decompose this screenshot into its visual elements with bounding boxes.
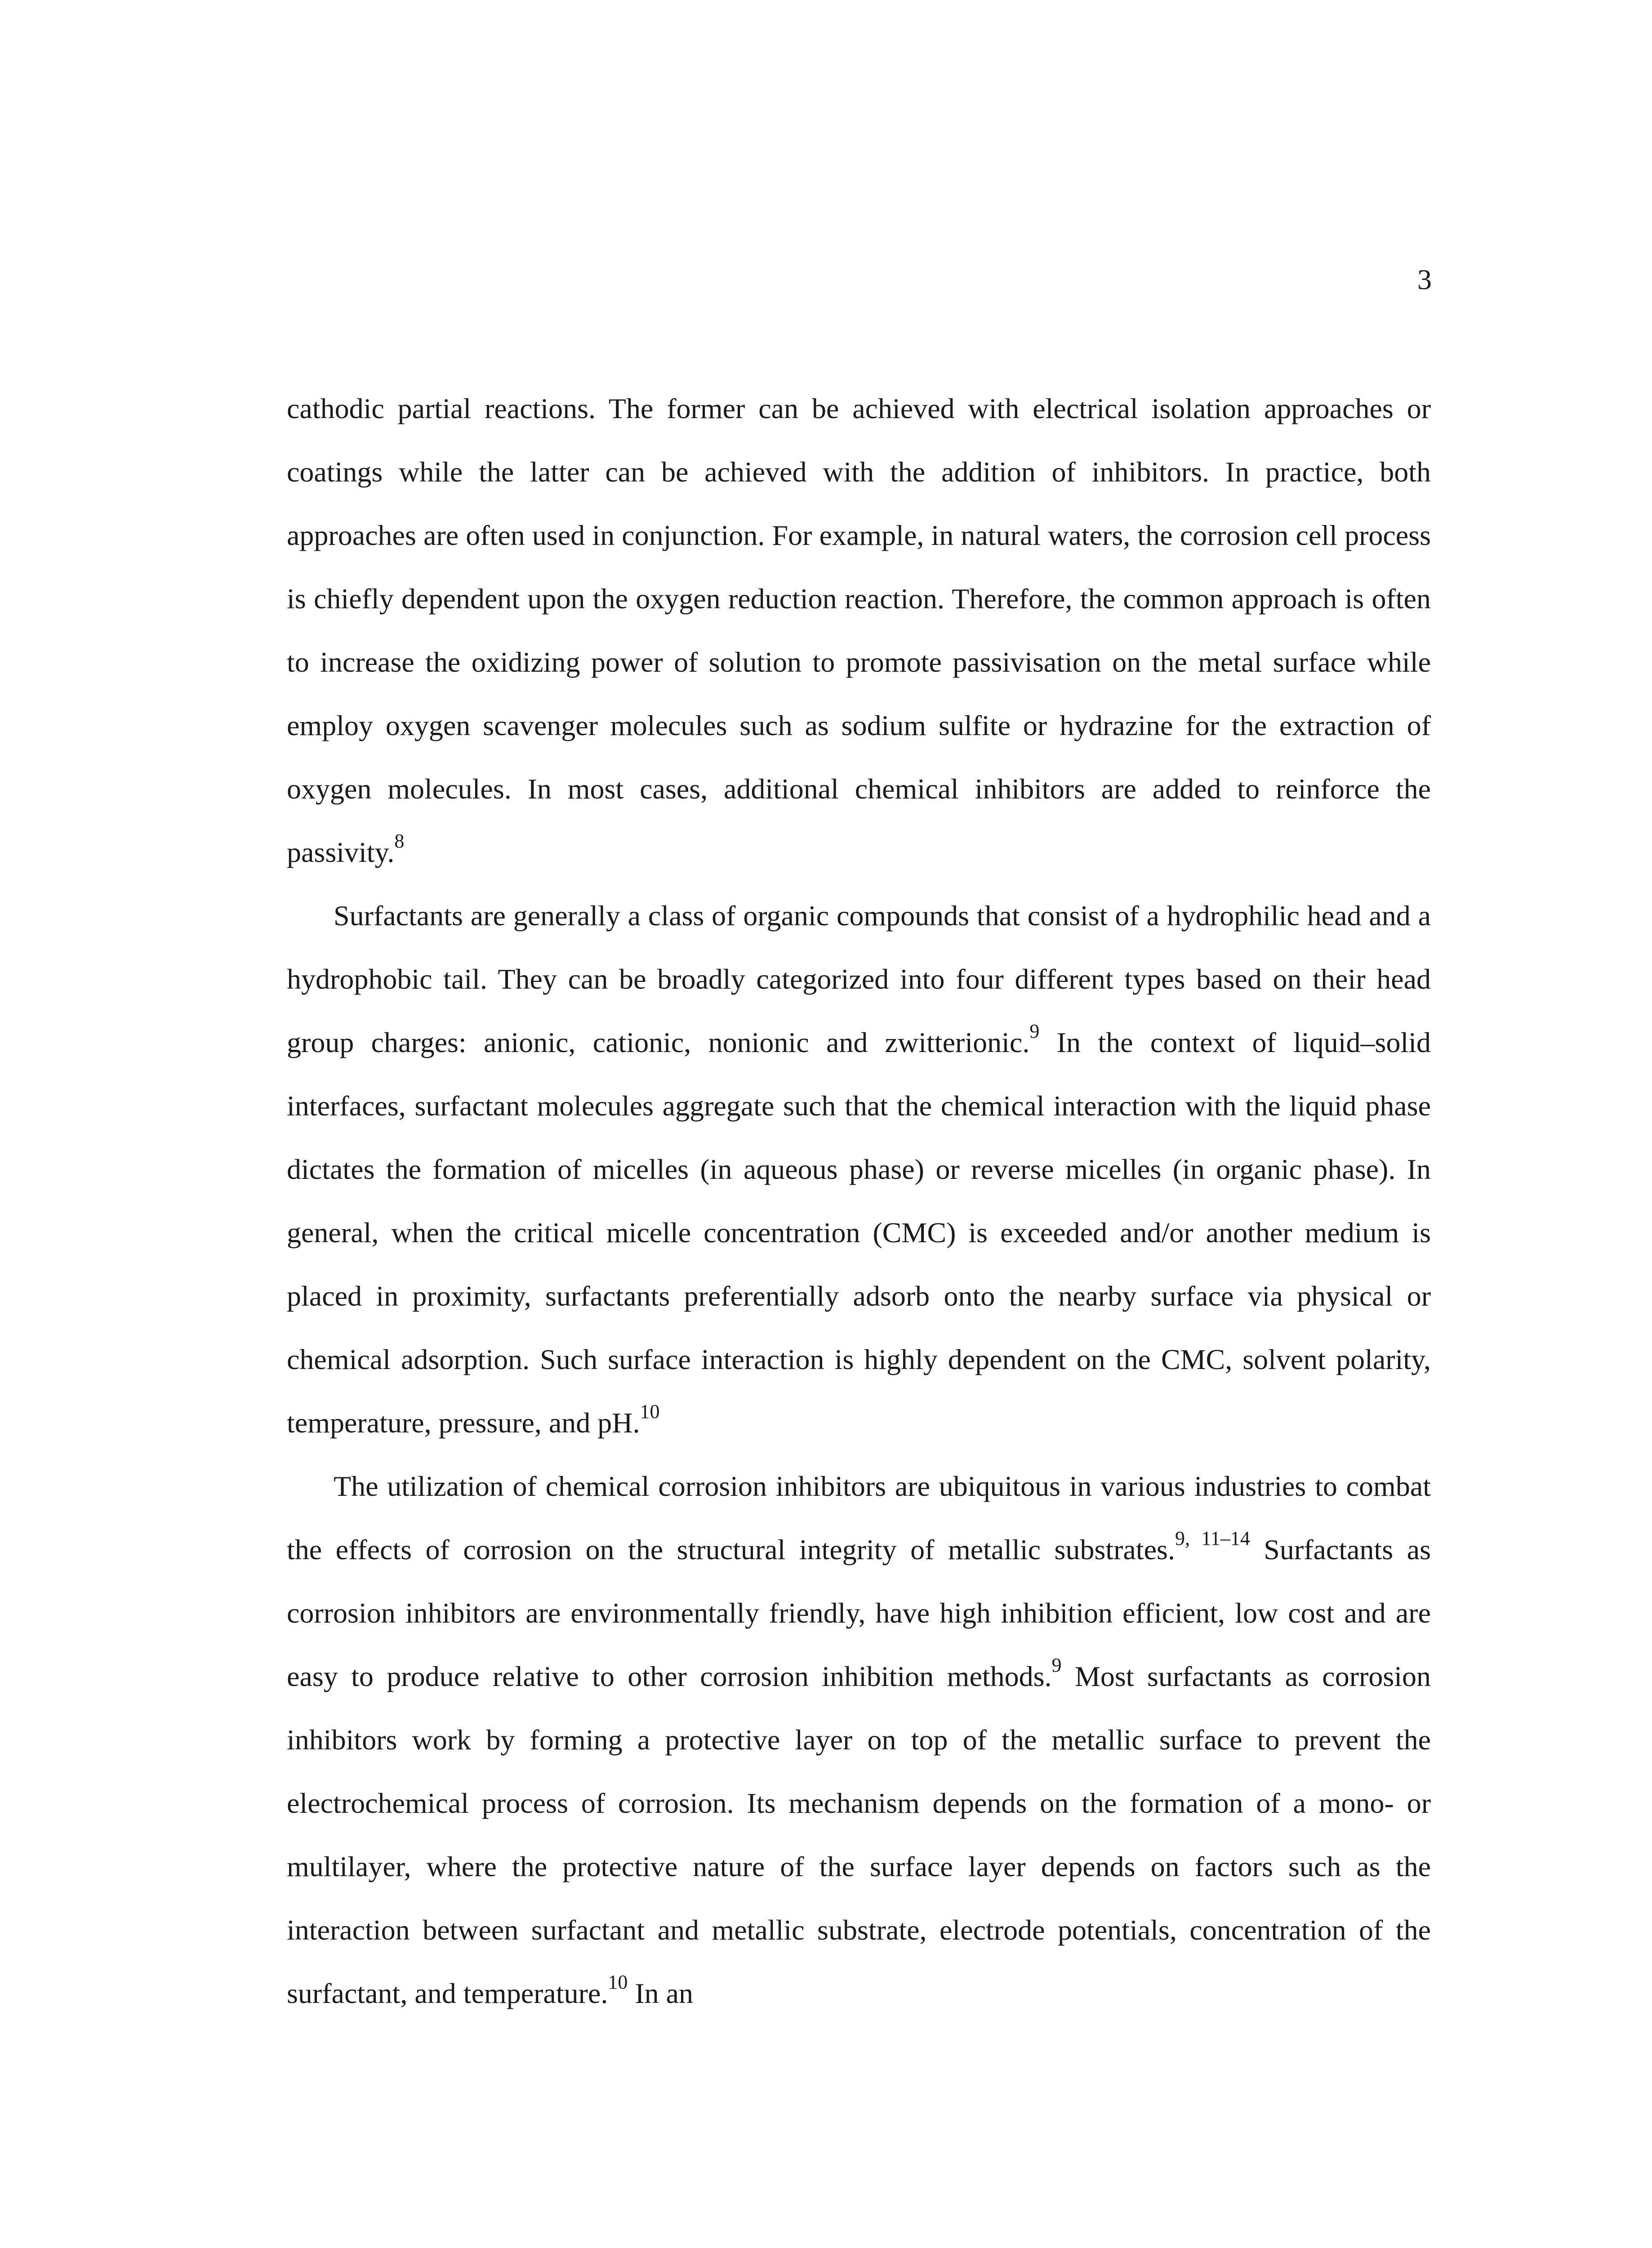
citation-superscript: 9 <box>1029 1020 1040 1042</box>
paragraph-text: Surfactants are generally a class of organic compounds that consist of a hydrophilic head and a hydrophobic tail. They can be broadly categorized into four different types based on their head group charges: anionic, cationic, nonionic and zwitterionic. <box>287 900 1431 1058</box>
paragraph-text: Most surfactants as corrosion inhibitors work by forming a protective layer on top of the metallic surface to prevent the electrochemical process of corrosion. Its mechanism depends on the formation of a mono- or multilayer, where the protective nature of the surface layer depends on factors such as the interaction between surfactant and metallic substrate, electrode potentials, concentration of the surfactant, and temperature. <box>287 1660 1431 2009</box>
body-text <box>287 377 1431 2025</box>
paragraph-2 <box>287 884 1431 1454</box>
citation-superscript: 10 <box>608 1971 628 1993</box>
paragraph-text: Surfactants as corrosion inhibitors are environmentally friendly, have high inhibition efficient, low cost and are easy to produce relative to other corrosion inhibition methods. <box>287 1534 1431 1692</box>
citation-superscript: 9 <box>1051 1654 1062 1676</box>
paragraph-text: cathodic partial reactions. The former can be achieved with electrical isolation approaches or coatings while the latter can be achieved with the addition of inhibitors. In practice, both approaches are often used in conjunction. For example, in natural waters, the corrosion cell process is chiefly dependent upon the oxygen reduction reaction. Therefore, the common approach is often to increase the oxidizing power of solution to promote passivisation on the metal surface while employ oxygen scavenger molecules such as sodium sulfite or hydrazine for the extraction of oxygen molecules. In most cases, additional chemical inhibitors are added to reinforce the passivity. <box>287 393 1431 868</box>
paragraph-text: The utilization of chemical corrosion inhibitors are ubiquitous in various industries to combat the effects of corrosion on the structural integrity of metallic substrates. <box>287 1470 1431 1566</box>
paragraph-text: In an <box>628 1977 694 2009</box>
citation-superscript: 10 <box>640 1400 660 1423</box>
paragraph-1 <box>287 377 1431 884</box>
citation-superscript: 9, 11–14 <box>1175 1527 1250 1549</box>
citation-superscript: 8 <box>394 830 405 852</box>
page-number: 3 <box>1417 263 1432 295</box>
paragraph-text: In the context of liquid–solid interfaces, surfactant molecules aggregate such that the chemical interaction with the liquid phase dictates the formation of micelles (in aqueous phase) or reverse micelles (in organic phase). In general, when the critical micelle concentration (CMC) is exceeded and/or another medium is placed in proximity, surfactants preferentially adsorb onto the nearby surface via physical or chemical adsorption. Such surface interaction is highly dependent on the CMC, solvent polarity, temperature, pressure, and pH. <box>287 1026 1431 1439</box>
paragraph-3 <box>287 1454 1431 2025</box>
